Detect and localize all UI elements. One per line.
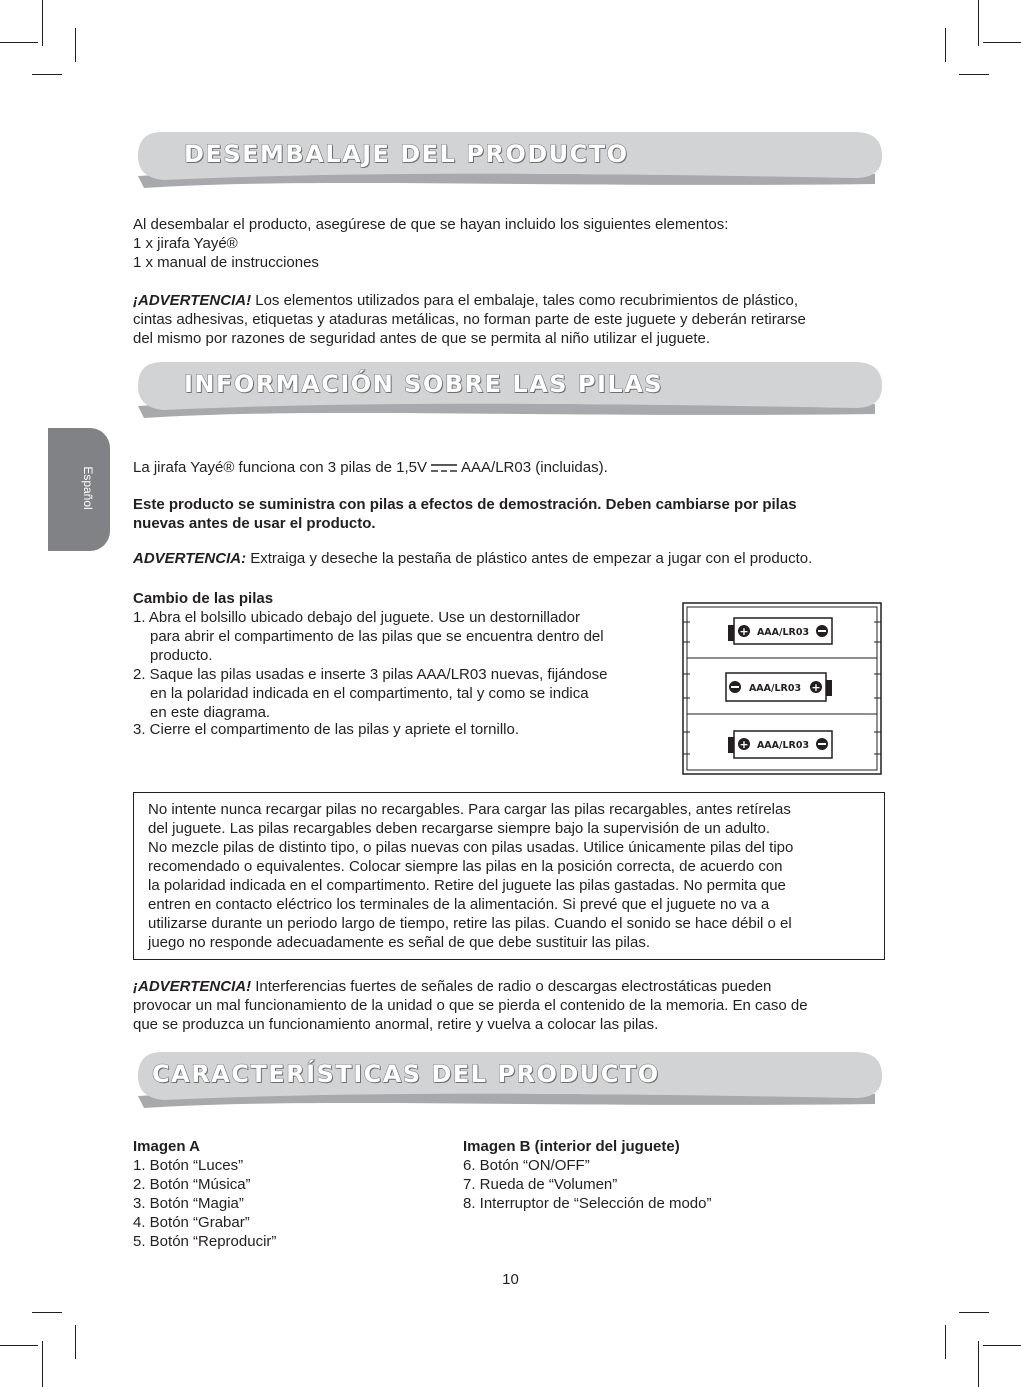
battery-compartment-diagram [682,602,882,776]
battery-label: AAA/LR03 [748,683,802,694]
section-banner-unpacking [130,130,885,194]
interference-warning: provocar un mal funcionamiento de la unidad o que se pierda el contenido de la memoria. En caso de [133,997,808,1014]
crop-mark [32,1312,62,1313]
demo-notice: Este producto se suministra con pilas a efectos de demostración. Deben cambiarse por pilas [133,496,797,513]
battery-top [728,618,832,644]
battery-intro-text: La jirafa Yayé® funciona con 3 pilas de 1,5V [133,459,428,476]
svg-text:+: + [811,681,821,694]
battery-middle [726,673,832,701]
battery-intro [133,458,608,477]
crop-mark [0,1345,38,1346]
unpacking-warning [133,291,798,310]
safety-line: juego no responde adecuadamente es señal de que debe sustituir las pilas. [148,934,651,951]
crop-mark [978,0,979,46]
interference-warning [133,977,771,996]
battery-label: AAA/LR03 [756,627,810,638]
image-a-item: 2. Botón “Música” [133,1176,251,1193]
page-number: 10 [502,1271,519,1288]
safety-line: utilizarse durante un periodo largo de tiempo, retire las pilas. Cuando el sonido se hace débil o el [148,915,792,932]
battery-step: 3. Cierre el compartimento de las pilas y apriete el tornillo. [133,721,520,738]
crop-mark [75,28,76,62]
image-a-item: 3. Botón “Magia” [133,1195,244,1212]
unpacking-line: 1 x manual de instrucciones [133,254,319,271]
image-b-item: 7. Rueda de “Volumen” [463,1176,618,1193]
interference-warning: que se produzca un funcionamiento anormal, retire y vuelva a colocar las pilas. [133,1016,659,1033]
crop-mark [983,42,1021,43]
unpacking-line: Al desembalar el producto, asegúrese de que se hayan incluido los siguientes elementos: [133,216,729,233]
crop-mark [42,1341,43,1387]
battery-change-title: Cambio de las pilas [133,590,274,607]
image-b-item: 8. Interruptor de “Selección de modo” [463,1195,712,1212]
battery-step: 2. Saque las pilas usadas e inserte 3 pilas AAA/LR03 nuevas, fijándose [133,666,608,683]
section-title: INFORMACIÓN SOBRE LAS PILAS [184,370,664,398]
battery-label: AAA/LR03 [756,740,810,751]
unpacking-warning: cintas adhesivas, etiquetas y ataduras metálicas, no forman parte de este juguete y deberán retirarse [133,311,806,328]
crop-mark [42,0,43,46]
battery-safety-box [133,792,885,960]
safety-line: la polaridad indicada en el compartimento. Retire del juguete las pilas gastadas. No permita que [148,877,786,894]
crop-mark [32,74,62,75]
battery-step: producto. [150,647,213,664]
battery-step: en la polaridad indicada en el compartimento, tal y como se indica [150,685,589,702]
crop-mark [978,1341,979,1387]
battery-step: 1. Abra el bolsillo ubicado debajo del juguete. Use un destornillador [133,609,580,626]
battery-step: para abrir el compartimento de las pilas que se encuentra dentro del [150,628,604,645]
crop-mark [945,28,946,62]
safety-line: recomendado o equivalentes. Colocar siempre las pilas en la posición correcta, de acuerdo con [148,858,783,875]
safety-line: entren en contacto eléctrico los terminales de la alimentación. Si prevé que el juguete no va a [148,896,770,913]
safety-line: del juguete. Las pilas recargables deben recargarse siempre bajo la supervisión de un adulto. [148,820,771,837]
svg-text:+: + [739,625,749,638]
battery-intro-type: AAA/LR03 (incluidas). [461,459,608,476]
crop-mark [959,1312,989,1313]
crop-mark [983,1345,1021,1346]
warning-label: ADVERTENCIA: [133,550,247,567]
warning-label: ¡ADVERTENCIA! [133,292,252,309]
image-a-item: 1. Botón “Luces” [133,1157,244,1174]
safety-line: No intente nunca recargar pilas no recargables. Para cargar las pilas recargables, antes retírelas [148,801,791,818]
image-b-item: 6. Botón “ON/OFF” [463,1157,590,1174]
image-a-title: Imagen A [133,1138,200,1155]
unpacking-warning: del mismo por razones de seguridad antes de que se permita al niño utilizar el juguete. [133,330,711,347]
section-banner-features [130,1050,885,1114]
battery-bottom [728,731,832,758]
tab-warning [133,549,812,568]
language-tab-label: Español [81,466,95,510]
warning-label: ¡ADVERTENCIA! [133,978,252,995]
crop-mark [945,1325,946,1359]
warning-text: Interferencias fuertes de señales de radio o descargas electrostáticas pueden [251,978,772,995]
dc-symbol-icon [431,463,457,473]
crop-mark [959,74,989,75]
unpacking-line: 1 x jirafa Yayé® [133,235,238,252]
crop-mark [75,1325,76,1359]
warning-text: Extraiga y deseche la pestaña de plástico antes de empezar a jugar con el producto. [246,550,813,567]
crop-mark [0,42,38,43]
safety-line: No mezcle pilas de distinto tipo, o pilas nuevas con pilas usadas. Utilice únicamente pilas del tipo [148,839,794,856]
warning-text: Los elementos utilizados para el embalaje, tales como recubrimientos de plástico, [251,292,799,309]
image-b-title: Imagen B (interior del juguete) [463,1138,680,1155]
section-title: CARACTERÍSTICAS DEL PRODUCTO [152,1060,660,1088]
battery-step: en este diagrama. [150,704,271,721]
demo-notice: nuevas antes de usar el producto. [133,515,376,532]
svg-text:+: + [739,738,749,751]
language-tab [48,428,110,551]
image-a-item: 5. Botón “Reproducir” [133,1233,277,1250]
section-banner-batteries [130,360,885,424]
section-title: DESEMBALAJE DEL PRODUCTO [184,140,629,168]
image-a-item: 4. Botón “Grabar” [133,1214,250,1231]
